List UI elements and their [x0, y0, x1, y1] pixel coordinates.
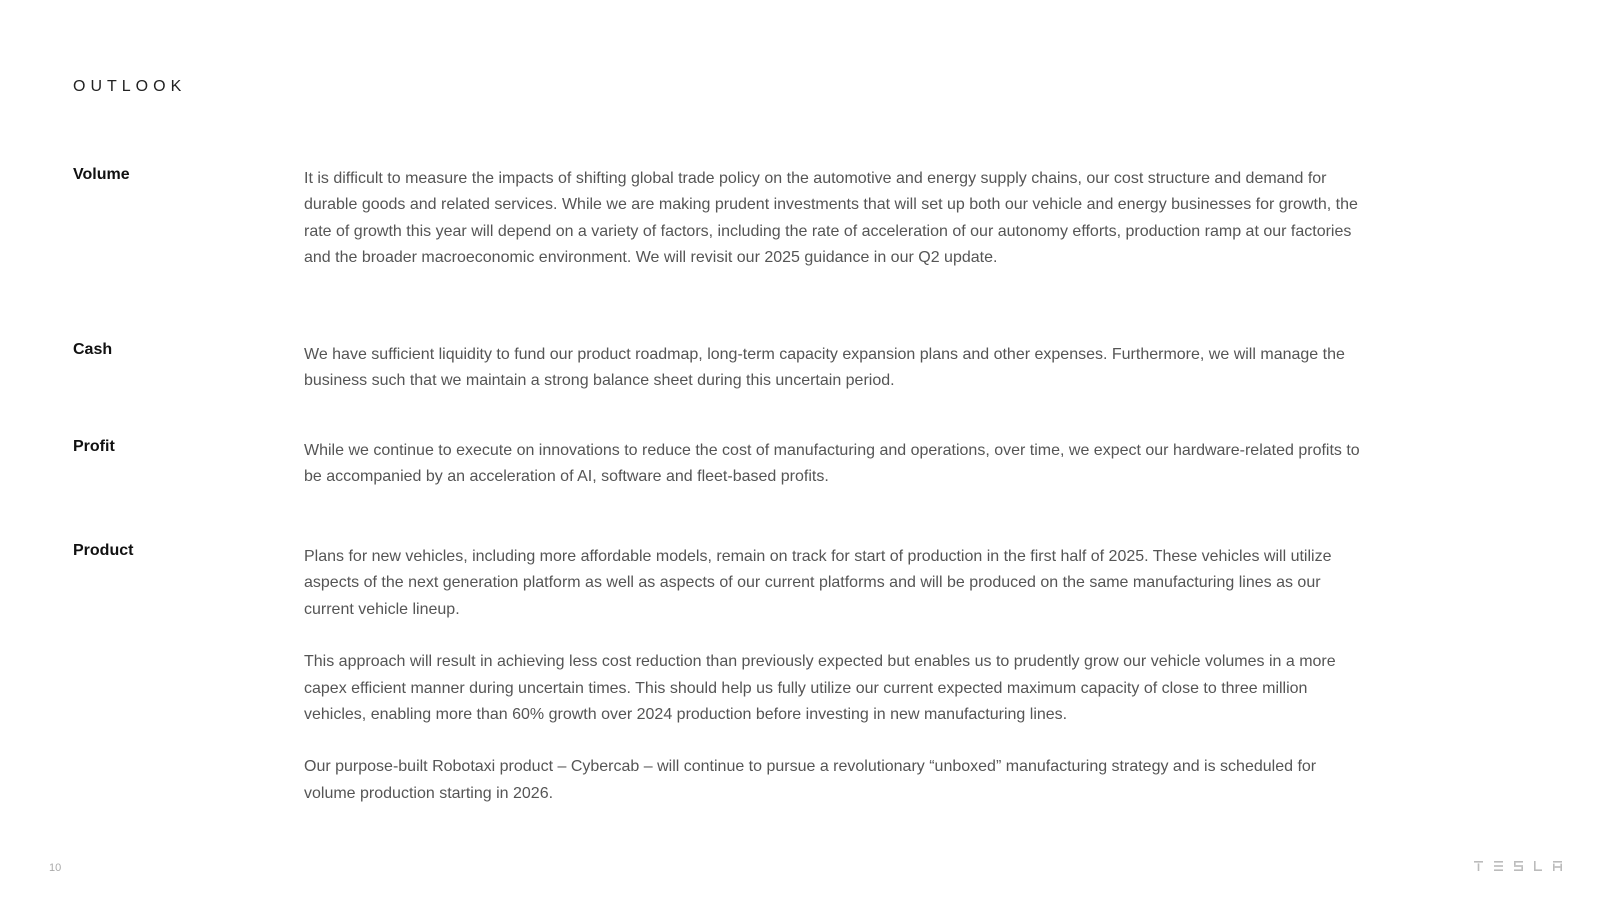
section-body-cash — [304, 342, 1360, 395]
section-body-profit — [304, 438, 1360, 491]
section-label-profit: Profit — [73, 438, 115, 455]
section-label-product: Product — [73, 542, 134, 559]
paragraph: We have sufficient liquidity to fund our product roadmap, long-term capacity expansion plans and other expenses. Furthermore, we will manage the business such that we maintain a strong balance sheet during this uncertain period. — [304, 346, 1345, 390]
section-label-cash: Cash — [73, 341, 113, 358]
section-body-product — [304, 544, 1360, 807]
section-label-volume: Volume — [73, 166, 130, 183]
page-number: 10 — [49, 862, 62, 874]
paragraph: This approach will result in achieving less cost reduction than previously expected but enables us to prudently grow our vehicle volumes in a more capex efficient manner during uncertain times. This should help us fully utilize our current expected maximum capacity of close to three million vehicles, enabling more than 60% growth over 2024 production before investing in new manufacturing lines. — [304, 653, 1336, 724]
paragraph: Our purpose-built Robotaxi product – Cybercab – will continue to pursue a revolutionary “unboxed” manufacturing strategy and is scheduled for volume production starting in 2026. — [304, 758, 1317, 802]
paragraph: While we continue to execute on innovations to reduce the cost of manufacturing and operations, over time, we expect our hardware-related profits to be accompanied by an acceleration of AI, software and fleet-based profits. — [304, 442, 1360, 486]
paragraph: Plans for new vehicles, including more affordable models, remain on track for start of production in the first half of 2025. These vehicles will utilize aspects of the next generation platform as well as aspects of our current platforms and will be produced on the same manufacturing lines as our current vehicle lineup. — [304, 548, 1332, 618]
tesla-logo — [1474, 860, 1570, 872]
paragraph: It is difficult to measure the impacts of shifting global trade policy on the automotive and energy supply chains, our cost structure and demand for durable goods and related services. While we are making prudent investments that will set up both our vehicle and energy businesses for growth, the rate of growth this year will depend on a variety of factors, including the rate of acceleration of our autonomy efforts, production ramp at our factories and the broader macroeconomic environment. We will revisit our 2025 guidance in our Q2 update. — [304, 170, 1358, 267]
section-body-volume — [304, 166, 1360, 272]
page-title: OUTLOOK — [73, 78, 187, 95]
